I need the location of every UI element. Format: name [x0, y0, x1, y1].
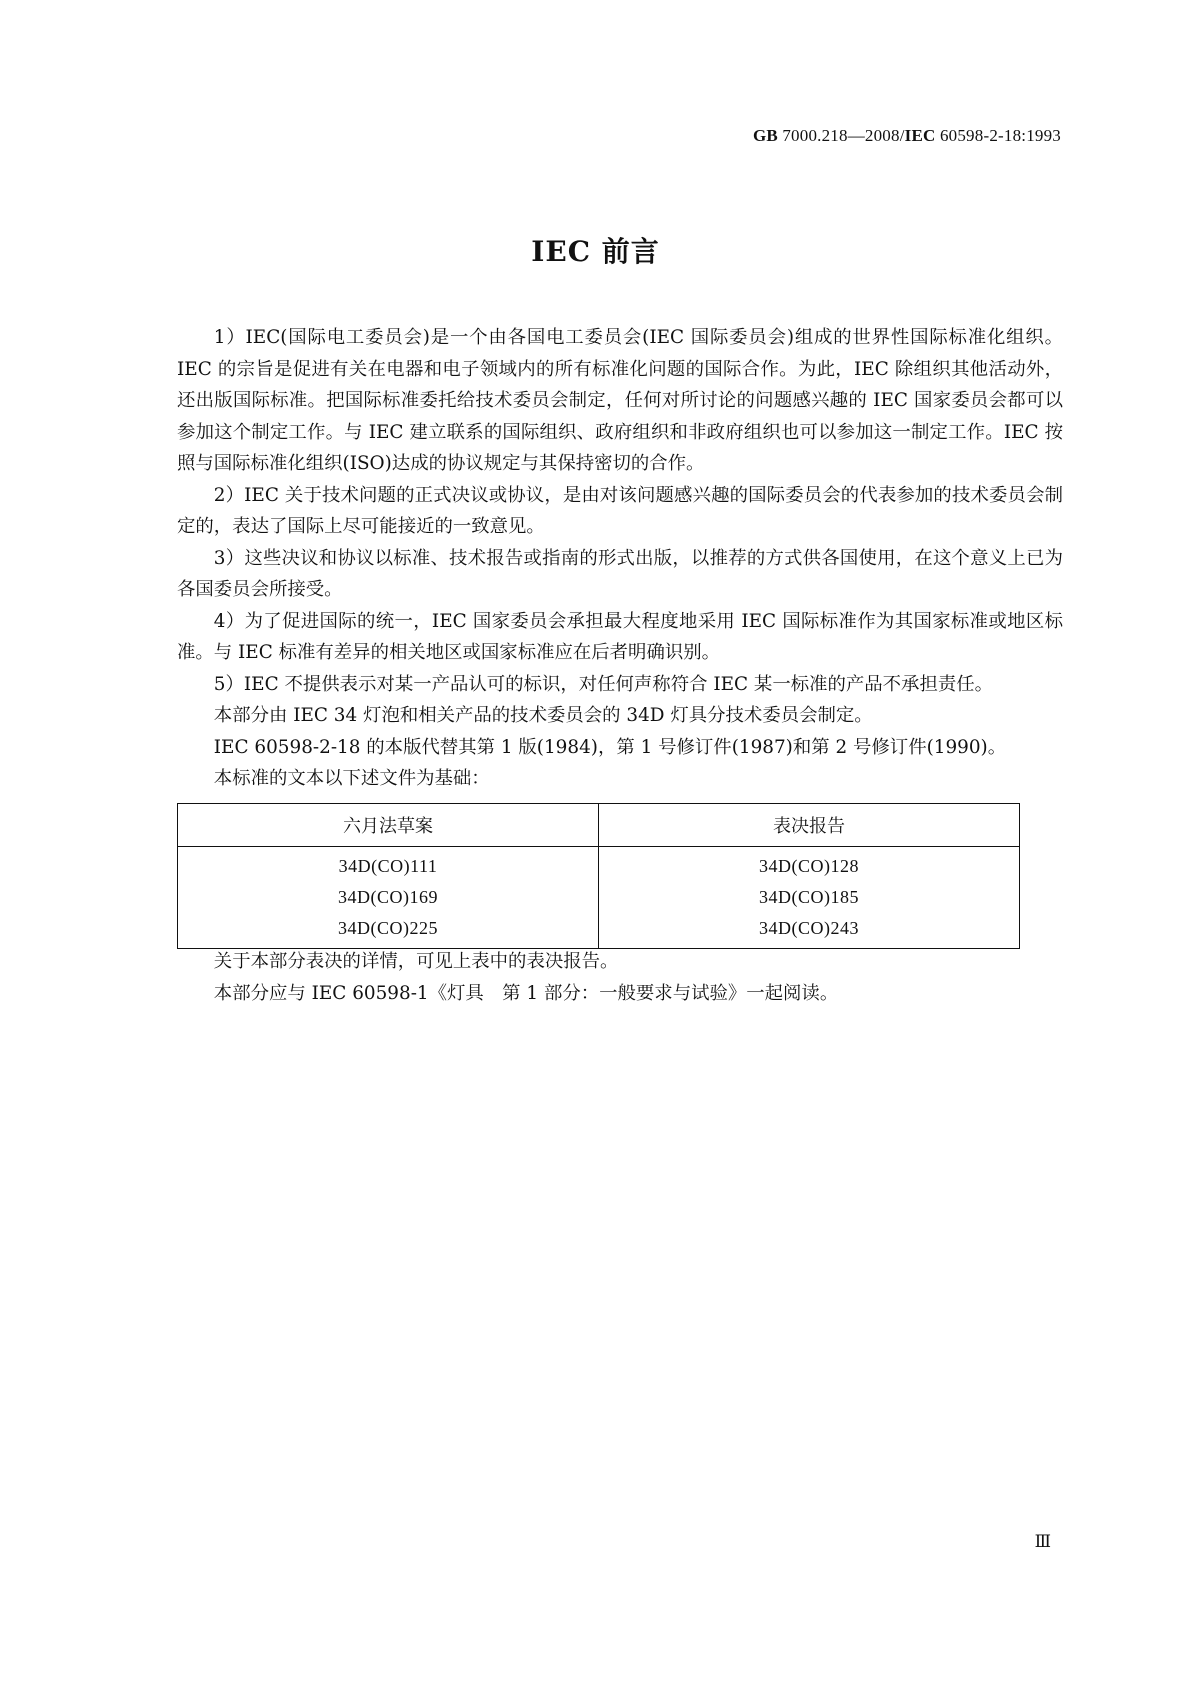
- paragraph-committee: 本部分由 IEC 34 灯泡和相关产品的技术委员会的 34D 灯具分技术委员会制定。: [213, 705, 873, 726]
- code-separator: /: [899, 126, 905, 145]
- paragraph-1: 1）IEC(国际电工委员会)是一个由各国电工委员会(IEC 国际委员会)组成的世界性国际标准化组织。IEC 的宗旨是促进有关在电器和电子领域内的所有标准化问题的国际合作。为此，IEC 除组织其他活动外，还出版国际标准。把国际标准委托给技术委员会制定，任何对所讨论的问题感兴趣的 IEC 国家委员会都可以参加这个制定工作。与 IEC 建立联系的国际组织、政府组织和非政府组织也可以参加这一制定工作。IEC 按照与国际标准化组织(ISO)达成的协议规定与其保持密切的合作。: [177, 327, 1063, 474]
- table-row: [178, 847, 1020, 883]
- paragraph-basis: 本标准的文本以下述文件为基础：: [213, 768, 490, 789]
- table-header-report: 表决报告: [599, 804, 1020, 847]
- post-table-text: [177, 946, 1063, 1009]
- paragraph-3: 3）这些决议和协议以标准、技术报告或指南的形式出版，以推荐的方式供各国使用，在这个意义上已为各国委员会所接受。: [177, 547, 1063, 600]
- voting-documents-table: [177, 803, 1020, 949]
- table-cell: 34D(CO)169: [178, 882, 599, 913]
- table-cell: 34D(CO)185: [599, 882, 1020, 913]
- paragraph-read-with: 本部分应与 IEC 60598-1《灯具 第 1 部分：一般要求与试验》一起阅读。: [213, 982, 839, 1004]
- table-header-row: [178, 804, 1020, 847]
- table-cell: 34D(CO)243: [599, 913, 1020, 949]
- gb-number: 7000.218—2008: [782, 126, 900, 145]
- table-cell: 34D(CO)111: [178, 847, 599, 883]
- iec-number: 60598-2-18:1993: [939, 126, 1061, 145]
- table-row: [178, 882, 1020, 913]
- table-cell: 34D(CO)225: [178, 913, 599, 949]
- page-number: Ⅲ: [1034, 1532, 1051, 1551]
- table-header-draft: 六月法草案: [178, 804, 599, 847]
- paragraph-voting-details: 关于本部分表决的详情，可见上表中的表决报告。: [213, 951, 619, 972]
- paragraph-edition: IEC 60598-2-18 的本版代替其第 1 版(1984)，第 1 号修订件(1987)和第 2 号修订件(1990)。: [213, 736, 1007, 758]
- page-title: IEC 前言: [531, 235, 660, 268]
- table-cell: 34D(CO)128: [599, 847, 1020, 883]
- table-row: [178, 913, 1020, 949]
- paragraph-4: 4）为了促进国际的统一，IEC 国家委员会承担最大程度地采用 IEC 国际标准作为其国家标准或地区标准。与 IEC 标准有差异的相关地区或国家标准应在后者明确识别。: [177, 610, 1063, 663]
- foreword-body: [177, 322, 1063, 795]
- standard-code-header: [753, 126, 1061, 146]
- paragraph-2: 2）IEC 关于技术问题的正式决议或协议，是由对该问题感兴趣的国际委员会的代表参加的技术委员会制定的，表达了国际上尽可能接近的一致意见。: [177, 484, 1063, 537]
- iec-prefix: IEC: [904, 126, 936, 145]
- gb-prefix: GB: [752, 126, 778, 145]
- paragraph-5: 5）IEC 不提供表示对某一产品认可的标识，对任何声称符合 IEC 某一标准的产品不承担责任。: [213, 673, 994, 695]
